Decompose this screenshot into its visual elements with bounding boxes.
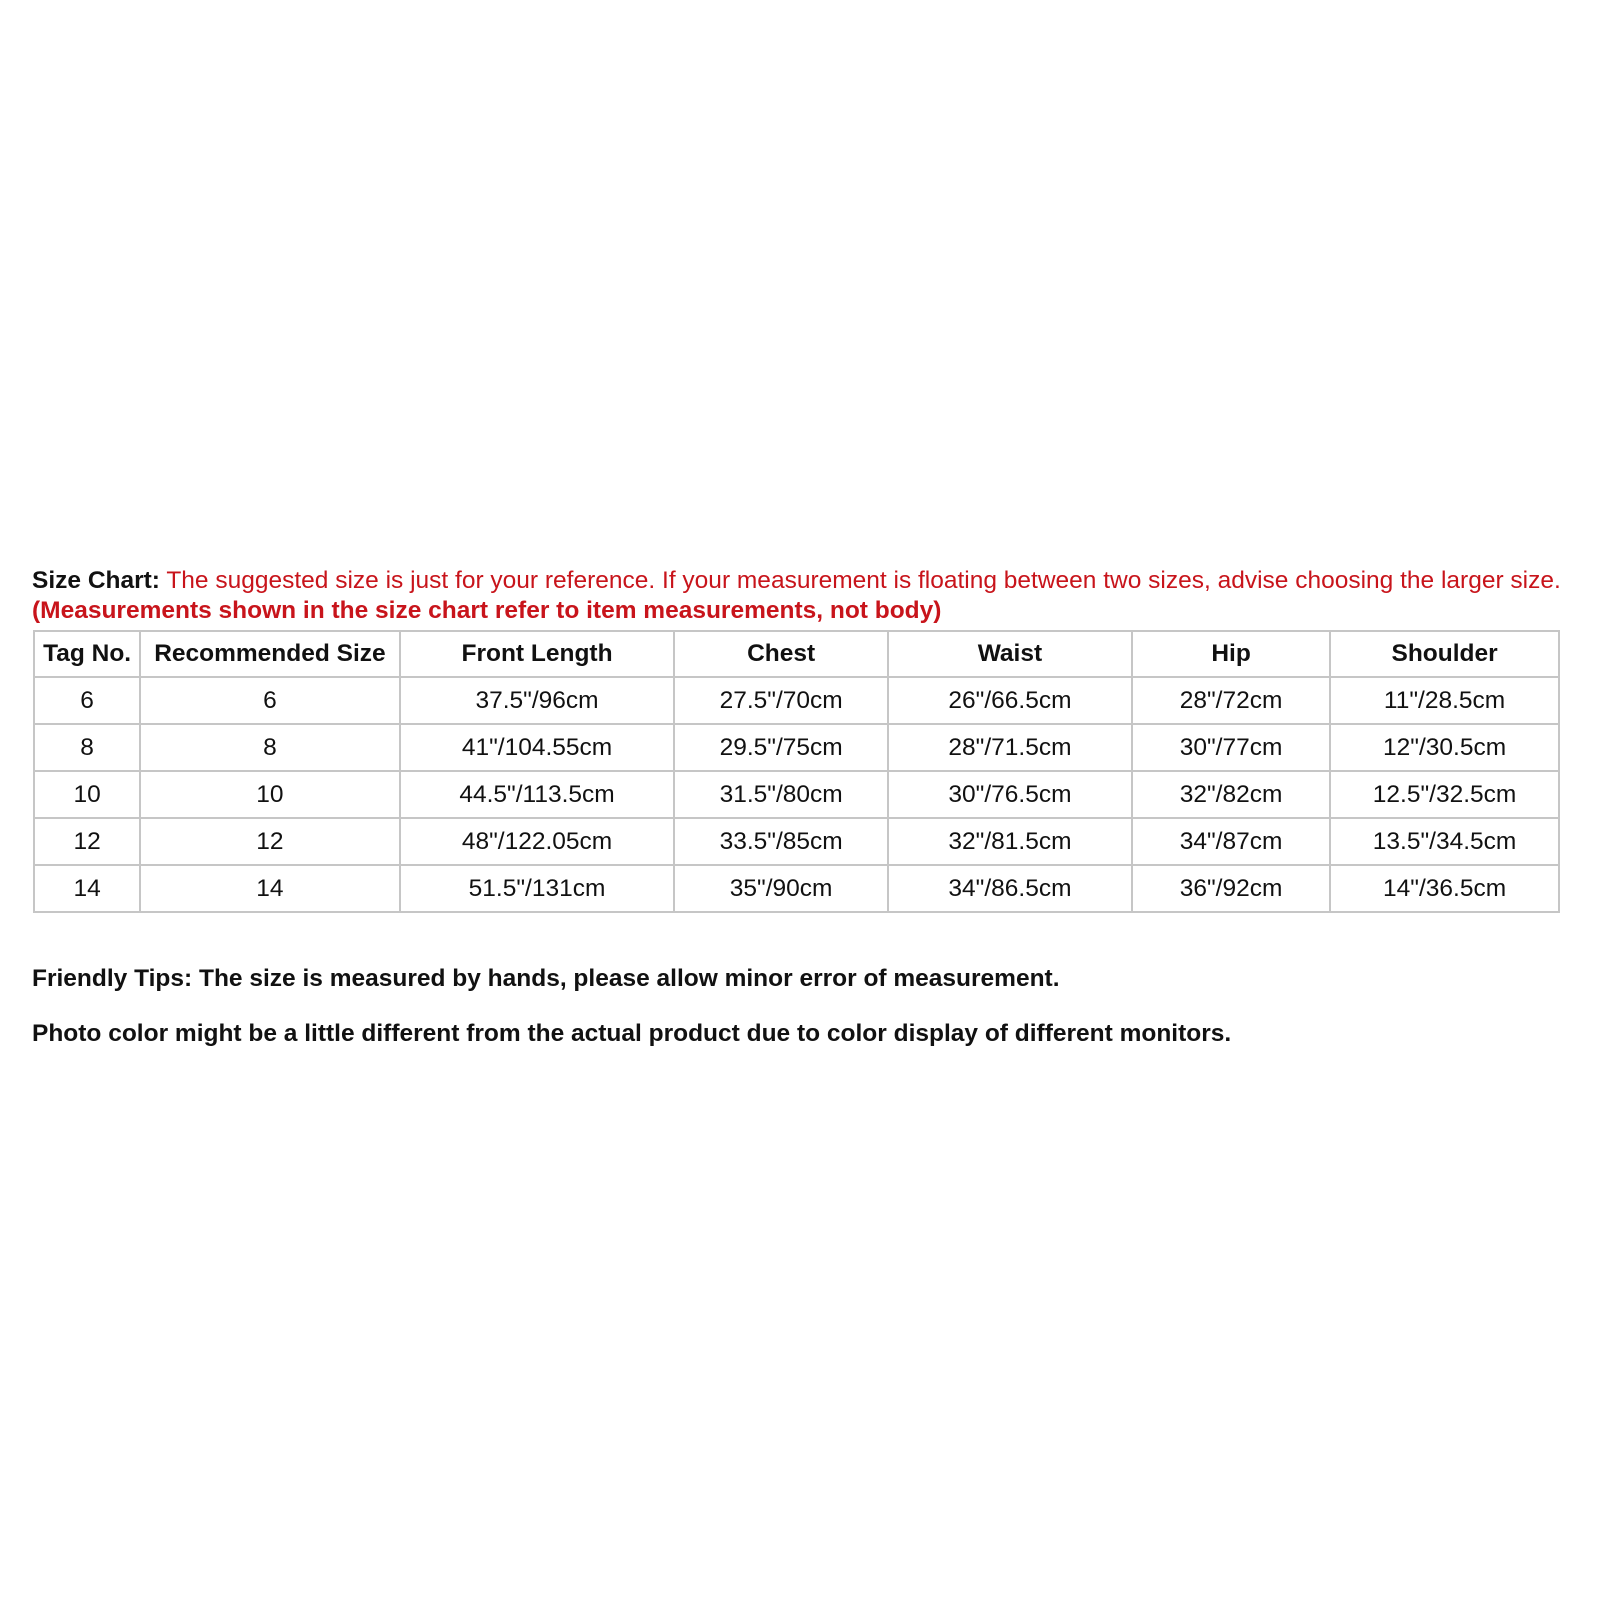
table-header-row <box>34 631 1559 677</box>
cell-shoulder: 11"/28.5cm <box>1330 677 1559 724</box>
cell-front-length: 48"/122.05cm <box>400 818 675 865</box>
header-recommended-size: Recommended Size <box>140 631 399 677</box>
size-table <box>33 630 1560 913</box>
cell-front-length: 51.5"/131cm <box>400 865 675 912</box>
cell-hip: 36"/92cm <box>1132 865 1330 912</box>
cell-tag-no: 6 <box>34 677 140 724</box>
table-row <box>34 771 1559 818</box>
cell-hip: 28"/72cm <box>1132 677 1330 724</box>
cell-recommended-size: 12 <box>140 818 399 865</box>
cell-waist: 34"/86.5cm <box>888 865 1132 912</box>
header-waist: Waist <box>888 631 1132 677</box>
cell-tag-no: 8 <box>34 724 140 771</box>
cell-shoulder: 12.5"/32.5cm <box>1330 771 1559 818</box>
cell-chest: 31.5"/80cm <box>674 771 887 818</box>
cell-shoulder: 13.5"/34.5cm <box>1330 818 1559 865</box>
cell-waist: 30"/76.5cm <box>888 771 1132 818</box>
cell-recommended-size: 8 <box>140 724 399 771</box>
table-row <box>34 818 1559 865</box>
size-chart-note-bold: (Measurements shown in the size chart refer to item measurements, not body) <box>32 597 942 624</box>
cell-shoulder: 14"/36.5cm <box>1330 865 1559 912</box>
cell-recommended-size: 10 <box>140 771 399 818</box>
photo-color-note: Photo color might be a little different from the actual product due to color display of different monitors. <box>32 1020 1232 1047</box>
cell-chest: 33.5"/85cm <box>674 818 887 865</box>
cell-front-length: 37.5"/96cm <box>400 677 675 724</box>
header-hip: Hip <box>1132 631 1330 677</box>
cell-waist: 26"/66.5cm <box>888 677 1132 724</box>
cell-tag-no: 14 <box>34 865 140 912</box>
cell-front-length: 41"/104.55cm <box>400 724 675 771</box>
cell-front-length: 44.5"/113.5cm <box>400 771 675 818</box>
cell-hip: 32"/82cm <box>1132 771 1330 818</box>
cell-hip: 34"/87cm <box>1132 818 1330 865</box>
header-front-length: Front Length <box>400 631 675 677</box>
cell-chest: 27.5"/70cm <box>674 677 887 724</box>
cell-waist: 32"/81.5cm <box>888 818 1132 865</box>
size-chart-intro <box>32 566 1572 626</box>
cell-hip: 30"/77cm <box>1132 724 1330 771</box>
table-row <box>34 724 1559 771</box>
cell-chest: 35"/90cm <box>674 865 887 912</box>
table-row <box>34 865 1559 912</box>
size-chart-label: Size Chart: <box>32 567 160 594</box>
cell-tag-no: 10 <box>34 771 140 818</box>
size-chart-note: The suggested size is just for your reference. If your measurement is floating between two sizes, advise choosing the larger size. <box>159 567 1561 594</box>
cell-tag-no: 12 <box>34 818 140 865</box>
cell-waist: 28"/71.5cm <box>888 724 1132 771</box>
friendly-tips: Friendly Tips: The size is measured by hands, please allow minor error of measurement. <box>32 965 1060 992</box>
cell-shoulder: 12"/30.5cm <box>1330 724 1559 771</box>
cell-recommended-size: 14 <box>140 865 399 912</box>
header-chest: Chest <box>674 631 887 677</box>
header-shoulder: Shoulder <box>1330 631 1559 677</box>
cell-recommended-size: 6 <box>140 677 399 724</box>
header-tag-no: Tag No. <box>34 631 140 677</box>
cell-chest: 29.5"/75cm <box>674 724 887 771</box>
table-row <box>34 677 1559 724</box>
